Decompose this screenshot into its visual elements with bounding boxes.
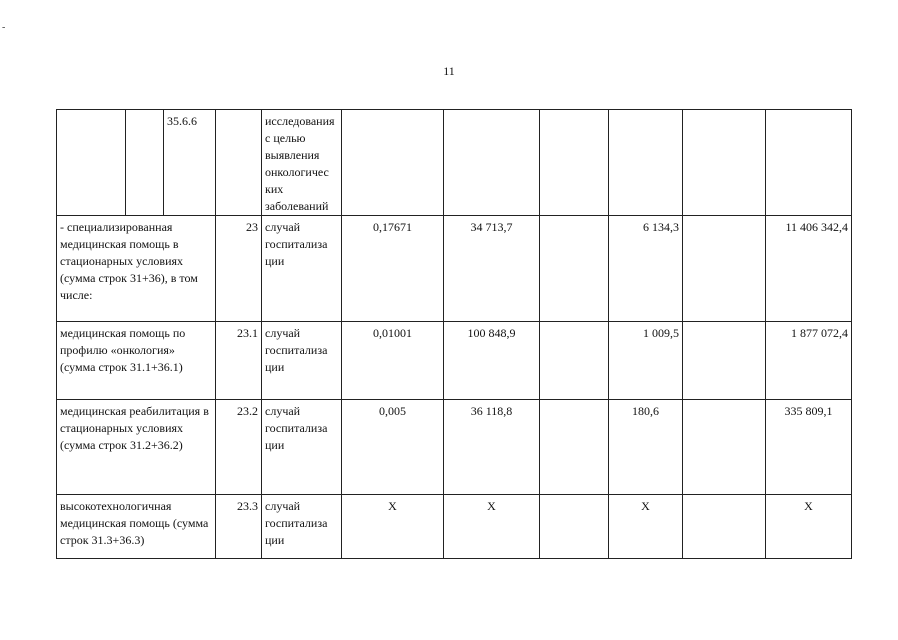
unit-line: заболеваний <box>265 199 329 213</box>
table-row <box>57 322 852 400</box>
cell-v5 <box>683 495 766 559</box>
data-table <box>56 109 852 559</box>
cell-unit: случай госпитализа ции <box>262 216 342 322</box>
table-row <box>57 216 852 322</box>
unit-line: выявления <box>265 148 320 162</box>
cell-v2: 100 848,9 <box>444 322 540 400</box>
cell-v4: 1 009,5 <box>609 322 683 400</box>
cell-code: 35.6.6 <box>164 110 216 216</box>
cell-v6: X <box>766 495 852 559</box>
cell-v1: 0,005 <box>342 400 444 495</box>
cell-unit: случай госпитализа ции <box>262 495 342 559</box>
cell-v5 <box>683 110 766 216</box>
cell-name <box>57 110 126 216</box>
cell-name: - специализированная медицинская помощь в стационарных условиях (сумма строк 31+36), в том числе: <box>57 216 216 322</box>
unit-line: с целью <box>265 131 306 145</box>
cell-line: 23 <box>216 216 262 322</box>
unit-line: исследования <box>265 114 335 128</box>
cell-v5 <box>683 216 766 322</box>
cell-v3 <box>540 110 609 216</box>
unit-line: онкологичес <box>265 165 329 179</box>
cell-v5 <box>683 400 766 495</box>
cell-v2: 34 713,7 <box>444 216 540 322</box>
cell-v1 <box>342 110 444 216</box>
table-row <box>57 400 852 495</box>
cell-v4: X <box>609 495 683 559</box>
cell-line: 23.2 <box>216 400 262 495</box>
cell-v1: X <box>342 495 444 559</box>
cell-v3 <box>540 322 609 400</box>
cell-line: 23.1 <box>216 322 262 400</box>
cell-v5 <box>683 322 766 400</box>
unit-line: ких <box>265 182 284 196</box>
cell-name: высокотехнологичная медицинская помощь (сумма строк 31.3+36.3) <box>57 495 216 559</box>
cell-v1: 0,17671 <box>342 216 444 322</box>
corner-mark: - <box>2 22 6 33</box>
cell-v6: 11 406 342,4 <box>766 216 852 322</box>
cell-name: медицинская помощь по профилю «онкология» (сумма строк 31.1+36.1) <box>57 322 216 400</box>
cell-v6 <box>766 110 852 216</box>
page-number: 11 <box>443 64 455 78</box>
cell-v4: 6 134,3 <box>609 216 683 322</box>
cell-sub <box>126 110 164 216</box>
cell-unit: случай госпитализа ции <box>262 400 342 495</box>
cell-v4: 180,6 <box>609 400 683 495</box>
cell-v2: X <box>444 495 540 559</box>
table-row <box>57 110 852 216</box>
table-row <box>57 495 852 559</box>
cell-v6: 335 809,1 <box>766 400 852 495</box>
cell-v2: 36 118,8 <box>444 400 540 495</box>
cell-v4 <box>609 110 683 216</box>
cell-v6: 1 877 072,4 <box>766 322 852 400</box>
cell-name: медицинская реабилитация в стационарных условиях (сумма строк 31.2+36.2) <box>57 400 216 495</box>
cell-unit <box>262 110 342 216</box>
cell-v1: 0,01001 <box>342 322 444 400</box>
cell-v2 <box>444 110 540 216</box>
cell-v3 <box>540 400 609 495</box>
cell-unit: случай госпитализа ции <box>262 322 342 400</box>
cell-line: 23.3 <box>216 495 262 559</box>
cell-line <box>216 110 262 216</box>
cell-v3 <box>540 495 609 559</box>
cell-v3 <box>540 216 609 322</box>
